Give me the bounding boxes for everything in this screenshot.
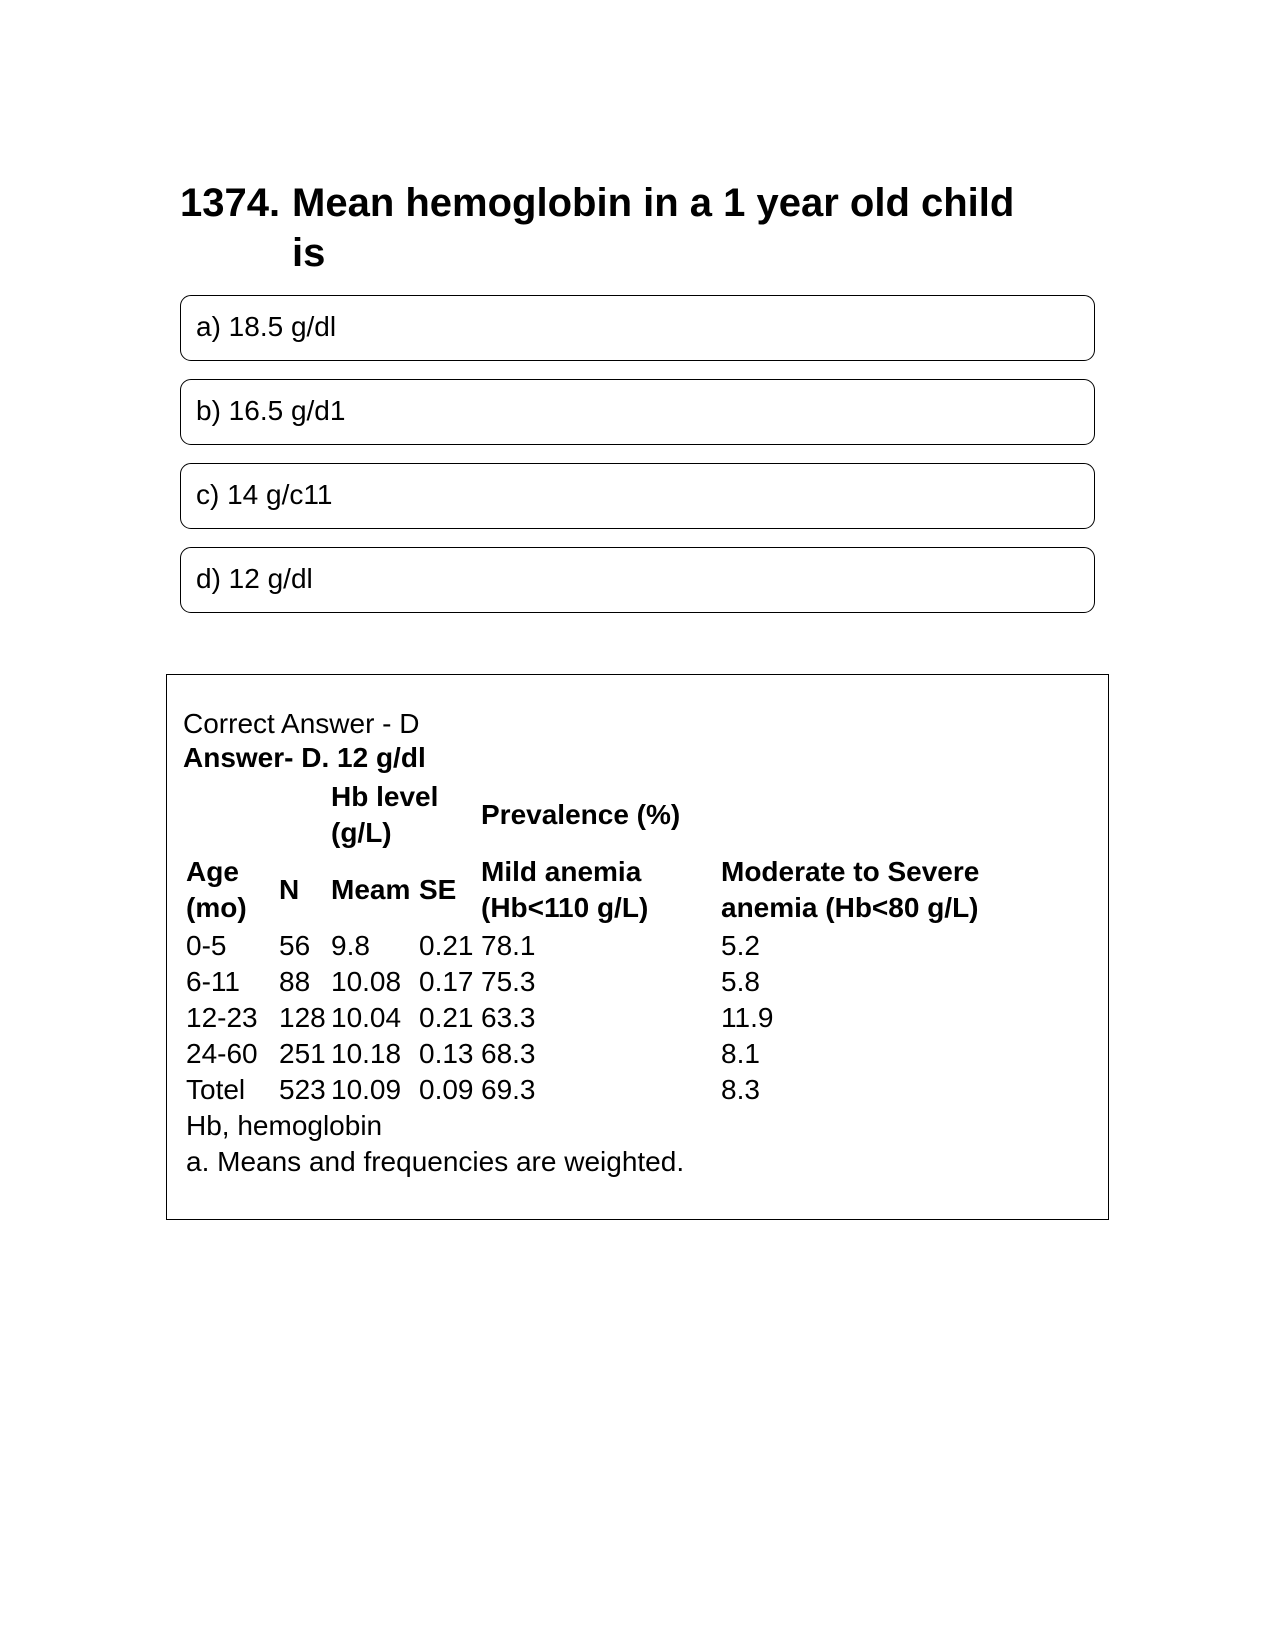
- cell-n: 523: [279, 1074, 326, 1105]
- correct-answer-line: Correct Answer - D: [183, 708, 420, 739]
- option-b[interactable]: b) 16.5 g/d1: [180, 379, 1095, 445]
- cell-moderate: 8.3: [721, 1074, 760, 1105]
- table-column-header-row: [186, 852, 1021, 928]
- cell-se: 0.13: [419, 1038, 474, 1069]
- cell-mean: 10.18: [331, 1038, 402, 1069]
- col-header-mild-anemia: Mild anemia (Hb<110 g/L): [481, 856, 649, 923]
- table-row: [186, 964, 1021, 1000]
- cell-moderate: 11.9: [721, 1002, 774, 1033]
- hemoglobin-table: [186, 778, 1021, 1108]
- cell-age: 6-11: [186, 966, 240, 997]
- cell-moderate: 5.8: [721, 966, 760, 997]
- cell-moderate: 5.2: [721, 930, 760, 961]
- cell-mean: 10.04: [331, 1002, 402, 1033]
- col-header-n: N: [279, 874, 300, 905]
- table-row: [186, 1036, 1021, 1072]
- prevalence-group-header: Prevalence (%): [481, 799, 681, 830]
- cell-age: 0-5: [186, 930, 227, 961]
- cell-se: 0.17: [419, 966, 474, 997]
- option-d[interactable]: d) 12 g/dl: [180, 547, 1095, 613]
- cell-mean: 10.08: [331, 966, 402, 997]
- table-row: [186, 928, 1021, 964]
- cell-mild: 75.3: [481, 966, 536, 997]
- cell-age: 24-60: [186, 1038, 258, 1069]
- answer-explanation-box: [166, 674, 1109, 1220]
- footnote-weighting: a. Means and frequencies are weighted.: [186, 1146, 685, 1177]
- cell-mean: 10.09: [331, 1074, 402, 1105]
- table-row: [186, 1000, 1021, 1036]
- cell-mean: 9.8: [331, 930, 370, 961]
- cell-mild: 78.1: [481, 930, 536, 961]
- answer-line: Answer- D. 12 g/dl: [183, 742, 426, 773]
- cell-n: 128: [279, 1002, 326, 1033]
- question-heading: [180, 178, 1080, 278]
- question-text: Mean hemoglobin in a 1 year old child is: [292, 181, 1015, 275]
- col-header-moderate-severe-anemia: Moderate to Severe anemia (Hb<80 g/L): [721, 856, 980, 923]
- hb-level-group-header: Hb level (g/L): [331, 781, 439, 848]
- cell-age: 12-23: [186, 1002, 258, 1033]
- cell-se: 0.21: [419, 930, 474, 961]
- cell-mild: 63.3: [481, 1002, 536, 1033]
- cell-n: 56: [279, 930, 311, 961]
- option-a[interactable]: a) 18.5 g/dl: [180, 295, 1095, 361]
- cell-se: 0.21: [419, 1002, 474, 1033]
- table-row: [186, 1072, 1021, 1108]
- option-c[interactable]: c) 14 g/c11: [180, 463, 1095, 529]
- question-number: 1374.: [180, 181, 281, 225]
- cell-se: 0.09: [419, 1074, 474, 1105]
- cell-moderate: 8.1: [721, 1038, 760, 1069]
- cell-n: 88: [279, 966, 311, 997]
- col-header-age: Age (mo): [186, 856, 247, 923]
- cell-age: Totel: [186, 1074, 246, 1105]
- col-header-se: SE: [419, 874, 457, 905]
- footnote-abbreviation: Hb, hemoglobin: [186, 1110, 383, 1141]
- cell-n: 251: [279, 1038, 326, 1069]
- cell-mild: 68.3: [481, 1038, 536, 1069]
- col-header-mean: Meam: [331, 874, 411, 905]
- cell-mild: 69.3: [481, 1074, 536, 1105]
- table-group-header-row: [186, 778, 1021, 852]
